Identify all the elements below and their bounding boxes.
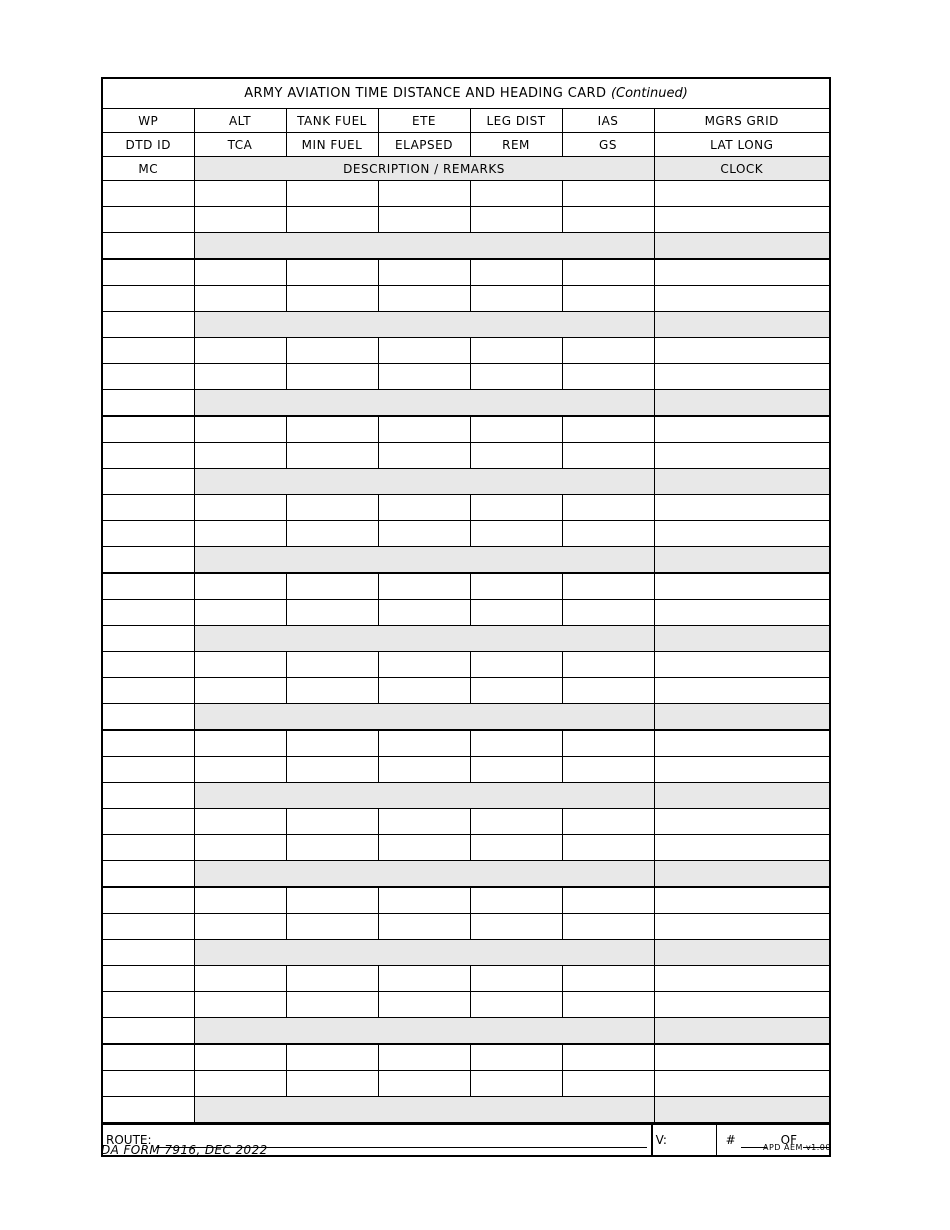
entry-cell[interactable] — [194, 207, 286, 233]
entry-cell[interactable] — [194, 600, 286, 626]
remarks-cell[interactable] — [194, 861, 654, 888]
waypoint-entry-row — [103, 416, 829, 443]
entry-cell[interactable] — [103, 678, 194, 704]
header-ias: IAS — [562, 109, 654, 133]
entry-cell[interactable] — [654, 573, 829, 600]
header-description-remarks: DESCRIPTION / REMARKS — [194, 157, 654, 181]
entry-cell[interactable] — [562, 181, 654, 207]
entry-cell[interactable] — [286, 338, 378, 364]
entry-cell[interactable] — [103, 181, 194, 207]
tdh-card-form — [101, 77, 831, 1157]
v-field[interactable] — [653, 1125, 717, 1155]
entry-cell[interactable] — [378, 992, 470, 1018]
route-label: ROUTE: — [106, 1133, 152, 1147]
entry-cell[interactable] — [194, 887, 286, 914]
entry-cell[interactable] — [194, 730, 286, 757]
entry-cell[interactable] — [562, 495, 654, 521]
mc-cell[interactable] — [103, 783, 194, 809]
entry-cell[interactable] — [103, 966, 194, 992]
entry-cell[interactable] — [378, 757, 470, 783]
entry-cell[interactable] — [562, 443, 654, 469]
entry-cell[interactable] — [378, 521, 470, 547]
entry-cell[interactable] — [103, 914, 194, 940]
waypoint-entry-row — [103, 521, 829, 547]
waypoint-entry-row — [103, 181, 829, 207]
entry-cell[interactable] — [286, 966, 378, 992]
waypoint-entry-row — [103, 626, 829, 652]
entry-cell[interactable] — [194, 678, 286, 704]
entry-cell[interactable] — [562, 966, 654, 992]
entry-cell[interactable] — [654, 809, 829, 835]
remarks-cell[interactable] — [194, 469, 654, 495]
entry-cell[interactable] — [654, 992, 829, 1018]
form-version: APD AEM v1.00 — [762, 1143, 831, 1152]
entry-cell[interactable] — [286, 259, 378, 286]
clock-cell[interactable] — [654, 547, 829, 574]
entry-cell[interactable] — [378, 495, 470, 521]
waypoint-entry-row — [103, 312, 829, 338]
entry-cell[interactable] — [470, 416, 562, 443]
entry-cell[interactable] — [194, 757, 286, 783]
clock-cell[interactable] — [654, 783, 829, 809]
header-row-1 — [103, 109, 829, 133]
entry-cell[interactable] — [470, 259, 562, 286]
clock-cell[interactable] — [654, 861, 829, 888]
entry-cell[interactable] — [470, 181, 562, 207]
entry-cell[interactable] — [470, 809, 562, 835]
header-elapsed: ELAPSED — [378, 133, 470, 157]
entry-cell[interactable] — [378, 1071, 470, 1097]
waypoint-entry-row — [103, 338, 829, 364]
header-gs: GS — [562, 133, 654, 157]
entry-cell[interactable] — [470, 652, 562, 678]
entry-cell[interactable] — [378, 914, 470, 940]
waypoint-entry-row — [103, 704, 829, 731]
entry-cell[interactable] — [103, 338, 194, 364]
entry-cell[interactable] — [470, 495, 562, 521]
entry-cell[interactable] — [654, 887, 829, 914]
entry-cell[interactable] — [562, 757, 654, 783]
page-of-label: OF — [780, 1133, 797, 1147]
entry-cell[interactable] — [654, 730, 829, 757]
mc-cell[interactable] — [103, 704, 194, 731]
waypoint-entry-row — [103, 1044, 829, 1071]
entry-cell[interactable] — [378, 600, 470, 626]
entry-cell[interactable] — [194, 495, 286, 521]
header-tca: TCA — [194, 133, 286, 157]
entry-cell[interactable] — [470, 600, 562, 626]
header-clock: CLOCK — [654, 157, 829, 181]
entry-cell[interactable] — [470, 338, 562, 364]
waypoint-entry-row — [103, 233, 829, 260]
entry-cell[interactable] — [654, 600, 829, 626]
entry-cell[interactable] — [103, 757, 194, 783]
entry-cell[interactable] — [654, 259, 829, 286]
entry-cell[interactable] — [103, 286, 194, 312]
entry-cell[interactable] — [286, 992, 378, 1018]
waypoint-entry-row — [103, 652, 829, 678]
waypoint-entry-row — [103, 730, 829, 757]
waypoint-entry-row — [103, 1097, 829, 1123]
waypoint-entry-row — [103, 469, 829, 495]
entry-cell[interactable] — [286, 364, 378, 390]
header-row-2 — [103, 133, 829, 157]
entry-cell[interactable] — [654, 1044, 829, 1071]
entry-cell[interactable] — [378, 181, 470, 207]
entry-cell[interactable] — [562, 678, 654, 704]
entry-cell[interactable] — [562, 1071, 654, 1097]
form-title-suffix: (Continued) — [610, 86, 688, 101]
entry-cell[interactable] — [286, 181, 378, 207]
entry-cell[interactable] — [562, 835, 654, 861]
waypoint-entry-row — [103, 678, 829, 704]
entry-cell[interactable] — [562, 573, 654, 600]
header-alt: ALT — [194, 109, 286, 133]
entry-cell[interactable] — [194, 521, 286, 547]
waypoint-entry-row — [103, 259, 829, 286]
entry-cell[interactable] — [103, 207, 194, 233]
entry-cell[interactable] — [562, 992, 654, 1018]
waypoint-entry-row — [103, 573, 829, 600]
entry-cell[interactable] — [286, 678, 378, 704]
mc-cell[interactable] — [103, 312, 194, 338]
entry-cell[interactable] — [286, 757, 378, 783]
entry-cell[interactable] — [562, 730, 654, 757]
form-title — [103, 79, 829, 109]
entry-cell[interactable] — [470, 966, 562, 992]
entry-cell[interactable] — [470, 521, 562, 547]
entry-cell[interactable] — [378, 259, 470, 286]
entry-cell[interactable] — [654, 521, 829, 547]
entry-cell[interactable] — [103, 573, 194, 600]
header-min-fuel: MIN FUEL — [286, 133, 378, 157]
v-label: V: — [655, 1133, 667, 1147]
entry-cell[interactable] — [654, 914, 829, 940]
header-rem: REM — [470, 133, 562, 157]
waypoint-entry-row — [103, 992, 829, 1018]
entry-cell[interactable] — [470, 914, 562, 940]
entry-cell[interactable] — [378, 652, 470, 678]
remarks-cell[interactable] — [194, 940, 654, 966]
entry-cell[interactable] — [470, 992, 562, 1018]
header-mgrs-grid: MGRS GRID — [654, 109, 829, 133]
waypoint-entry-row — [103, 443, 829, 469]
entry-cell[interactable] — [654, 652, 829, 678]
entry-cell[interactable] — [470, 757, 562, 783]
entry-cell[interactable] — [654, 1071, 829, 1097]
entry-cell[interactable] — [286, 730, 378, 757]
entry-cell[interactable] — [378, 887, 470, 914]
entry-cell[interactable] — [286, 1044, 378, 1071]
entry-cell[interactable] — [103, 521, 194, 547]
header-mc: MC — [103, 157, 194, 181]
header-tank-fuel: TANK FUEL — [286, 109, 378, 133]
remarks-cell[interactable] — [194, 1018, 654, 1045]
entry-cell[interactable] — [378, 678, 470, 704]
entry-cell[interactable] — [654, 338, 829, 364]
entry-cell[interactable] — [286, 1071, 378, 1097]
waypoint-entry-row — [103, 364, 829, 390]
tdh-card-table — [103, 79, 829, 1123]
entry-cell[interactable] — [378, 835, 470, 861]
entry-cell[interactable] — [470, 730, 562, 757]
waypoint-entry-row — [103, 861, 829, 888]
entry-cell[interactable] — [654, 286, 829, 312]
entry-cell[interactable] — [470, 573, 562, 600]
clock-cell[interactable] — [654, 704, 829, 731]
header-lat-long: LAT LONG — [654, 133, 829, 157]
mc-cell[interactable] — [103, 626, 194, 652]
entry-cell[interactable] — [103, 1071, 194, 1097]
waypoint-entry-row — [103, 600, 829, 626]
clock-cell[interactable] — [654, 390, 829, 417]
entry-cell[interactable] — [378, 809, 470, 835]
clock-cell[interactable] — [654, 469, 829, 495]
entry-cell[interactable] — [103, 652, 194, 678]
clock-cell[interactable] — [654, 626, 829, 652]
entry-cell[interactable] — [194, 1071, 286, 1097]
entry-cell[interactable] — [562, 207, 654, 233]
remarks-cell[interactable] — [194, 1097, 654, 1123]
entry-cell[interactable] — [194, 259, 286, 286]
waypoint-entry-row — [103, 286, 829, 312]
entry-cell[interactable] — [654, 835, 829, 861]
waypoint-entry-row — [103, 1071, 829, 1097]
entry-cell[interactable] — [562, 600, 654, 626]
entry-cell[interactable] — [378, 416, 470, 443]
clock-cell[interactable] — [654, 940, 829, 966]
form-title-main: ARMY AVIATION TIME DISTANCE AND HEADING CARD — [244, 86, 607, 101]
header-leg-dist: LEG DIST — [470, 109, 562, 133]
mc-cell[interactable] — [103, 547, 194, 574]
entry-cell[interactable] — [562, 416, 654, 443]
entry-cell[interactable] — [654, 678, 829, 704]
waypoint-entry-row — [103, 835, 829, 861]
entry-cell[interactable] — [103, 730, 194, 757]
entry-cell[interactable] — [562, 338, 654, 364]
entry-cell[interactable] — [286, 207, 378, 233]
entry-cell[interactable] — [194, 914, 286, 940]
entry-cell[interactable] — [378, 730, 470, 757]
clock-cell[interactable] — [654, 1097, 829, 1123]
entry-cell[interactable] — [194, 286, 286, 312]
entry-cell[interactable] — [103, 809, 194, 835]
entry-cell[interactable] — [562, 652, 654, 678]
entry-cell[interactable] — [194, 443, 286, 469]
entry-cell[interactable] — [286, 600, 378, 626]
entry-cell[interactable] — [562, 286, 654, 312]
entry-cell[interactable] — [654, 207, 829, 233]
entry-cell[interactable] — [470, 678, 562, 704]
entry-cell[interactable] — [470, 207, 562, 233]
entry-cell[interactable] — [378, 443, 470, 469]
mc-cell[interactable] — [103, 233, 194, 260]
entry-cell[interactable] — [286, 521, 378, 547]
entry-cell[interactable] — [562, 1044, 654, 1071]
remarks-cell[interactable] — [194, 312, 654, 338]
entry-cell[interactable] — [103, 835, 194, 861]
waypoint-entry-row — [103, 1018, 829, 1045]
entry-cell[interactable] — [286, 495, 378, 521]
entry-cell[interactable] — [286, 652, 378, 678]
entry-cell[interactable] — [654, 495, 829, 521]
header-ete: ETE — [378, 109, 470, 133]
entry-cell[interactable] — [654, 364, 829, 390]
entry-cell[interactable] — [470, 1071, 562, 1097]
remarks-cell[interactable] — [194, 547, 654, 574]
entry-cell[interactable] — [654, 416, 829, 443]
entry-cell[interactable] — [103, 495, 194, 521]
header-row-3 — [103, 157, 829, 181]
header-wp: WP — [103, 109, 194, 133]
clock-cell[interactable] — [654, 312, 829, 338]
waypoint-entry-row — [103, 207, 829, 233]
entry-cell[interactable] — [194, 652, 286, 678]
header-dtd-id: DTD ID — [103, 133, 194, 157]
entry-cell[interactable] — [103, 887, 194, 914]
entry-cell[interactable] — [194, 1044, 286, 1071]
entry-cell[interactable] — [286, 835, 378, 861]
entry-cell[interactable] — [562, 364, 654, 390]
entry-cell[interactable] — [103, 416, 194, 443]
entry-cell[interactable] — [562, 259, 654, 286]
entry-cell[interactable] — [562, 809, 654, 835]
remarks-cell[interactable] — [194, 626, 654, 652]
mc-cell[interactable] — [103, 1018, 194, 1045]
entry-cell[interactable] — [194, 809, 286, 835]
entry-cell[interactable] — [194, 181, 286, 207]
entry-cell[interactable] — [103, 364, 194, 390]
waypoint-entry-row — [103, 783, 829, 809]
entry-cell[interactable] — [286, 887, 378, 914]
entry-cell[interactable] — [194, 338, 286, 364]
entry-cell[interactable] — [470, 835, 562, 861]
title-row — [103, 79, 829, 109]
waypoint-entry-row — [103, 966, 829, 992]
entry-cell[interactable] — [378, 573, 470, 600]
form-id: DA FORM 7916, DEC 2022 — [101, 1143, 268, 1157]
entry-cell[interactable] — [286, 286, 378, 312]
remarks-cell[interactable] — [194, 390, 654, 417]
mc-cell[interactable] — [103, 469, 194, 495]
entry-cell[interactable] — [286, 416, 378, 443]
remarks-cell[interactable] — [194, 704, 654, 731]
entry-cell[interactable] — [103, 1044, 194, 1071]
entry-cell[interactable] — [562, 521, 654, 547]
waypoint-entry-row — [103, 914, 829, 940]
entry-cell[interactable] — [194, 573, 286, 600]
clock-cell[interactable] — [654, 233, 829, 260]
entry-cell[interactable] — [194, 966, 286, 992]
entry-cell[interactable] — [194, 364, 286, 390]
remarks-cell[interactable] — [194, 783, 654, 809]
entry-cell[interactable] — [286, 914, 378, 940]
remarks-cell[interactable] — [194, 233, 654, 260]
mc-cell[interactable] — [103, 861, 194, 888]
waypoint-entry-row — [103, 547, 829, 574]
entry-cell[interactable] — [103, 992, 194, 1018]
entry-cell[interactable] — [103, 600, 194, 626]
entry-cell[interactable] — [103, 259, 194, 286]
entry-cell[interactable] — [654, 757, 829, 783]
entry-cell[interactable] — [378, 286, 470, 312]
entry-cell[interactable] — [562, 914, 654, 940]
entry-cell[interactable] — [378, 207, 470, 233]
entry-cell[interactable] — [194, 416, 286, 443]
mc-cell[interactable] — [103, 1097, 194, 1123]
waypoint-entry-row — [103, 887, 829, 914]
entry-cell[interactable] — [654, 966, 829, 992]
entry-cell[interactable] — [470, 364, 562, 390]
entry-cell[interactable] — [194, 835, 286, 861]
entry-cell[interactable] — [562, 887, 654, 914]
waypoint-entry-row — [103, 495, 829, 521]
waypoint-entry-row — [103, 809, 829, 835]
waypoint-entry-row — [103, 940, 829, 966]
entry-cell[interactable] — [103, 443, 194, 469]
entry-cell[interactable] — [378, 364, 470, 390]
entry-cell[interactable] — [378, 966, 470, 992]
page-hash-label: # — [725, 1133, 736, 1147]
entry-cell[interactable] — [194, 992, 286, 1018]
entry-cell[interactable] — [654, 443, 829, 469]
entry-cell[interactable] — [654, 181, 829, 207]
mc-cell[interactable] — [103, 390, 194, 417]
entry-cell[interactable] — [470, 887, 562, 914]
entry-cell[interactable] — [286, 443, 378, 469]
entry-cell[interactable] — [286, 809, 378, 835]
waypoint-entry-row — [103, 757, 829, 783]
entry-cell[interactable] — [378, 1044, 470, 1071]
mc-cell[interactable] — [103, 940, 194, 966]
entry-cell[interactable] — [470, 286, 562, 312]
clock-cell[interactable] — [654, 1018, 829, 1045]
waypoint-entry-row — [103, 390, 829, 417]
entry-cell[interactable] — [378, 338, 470, 364]
entry-cell[interactable] — [286, 573, 378, 600]
entry-cell[interactable] — [470, 443, 562, 469]
entry-cell[interactable] — [470, 1044, 562, 1071]
